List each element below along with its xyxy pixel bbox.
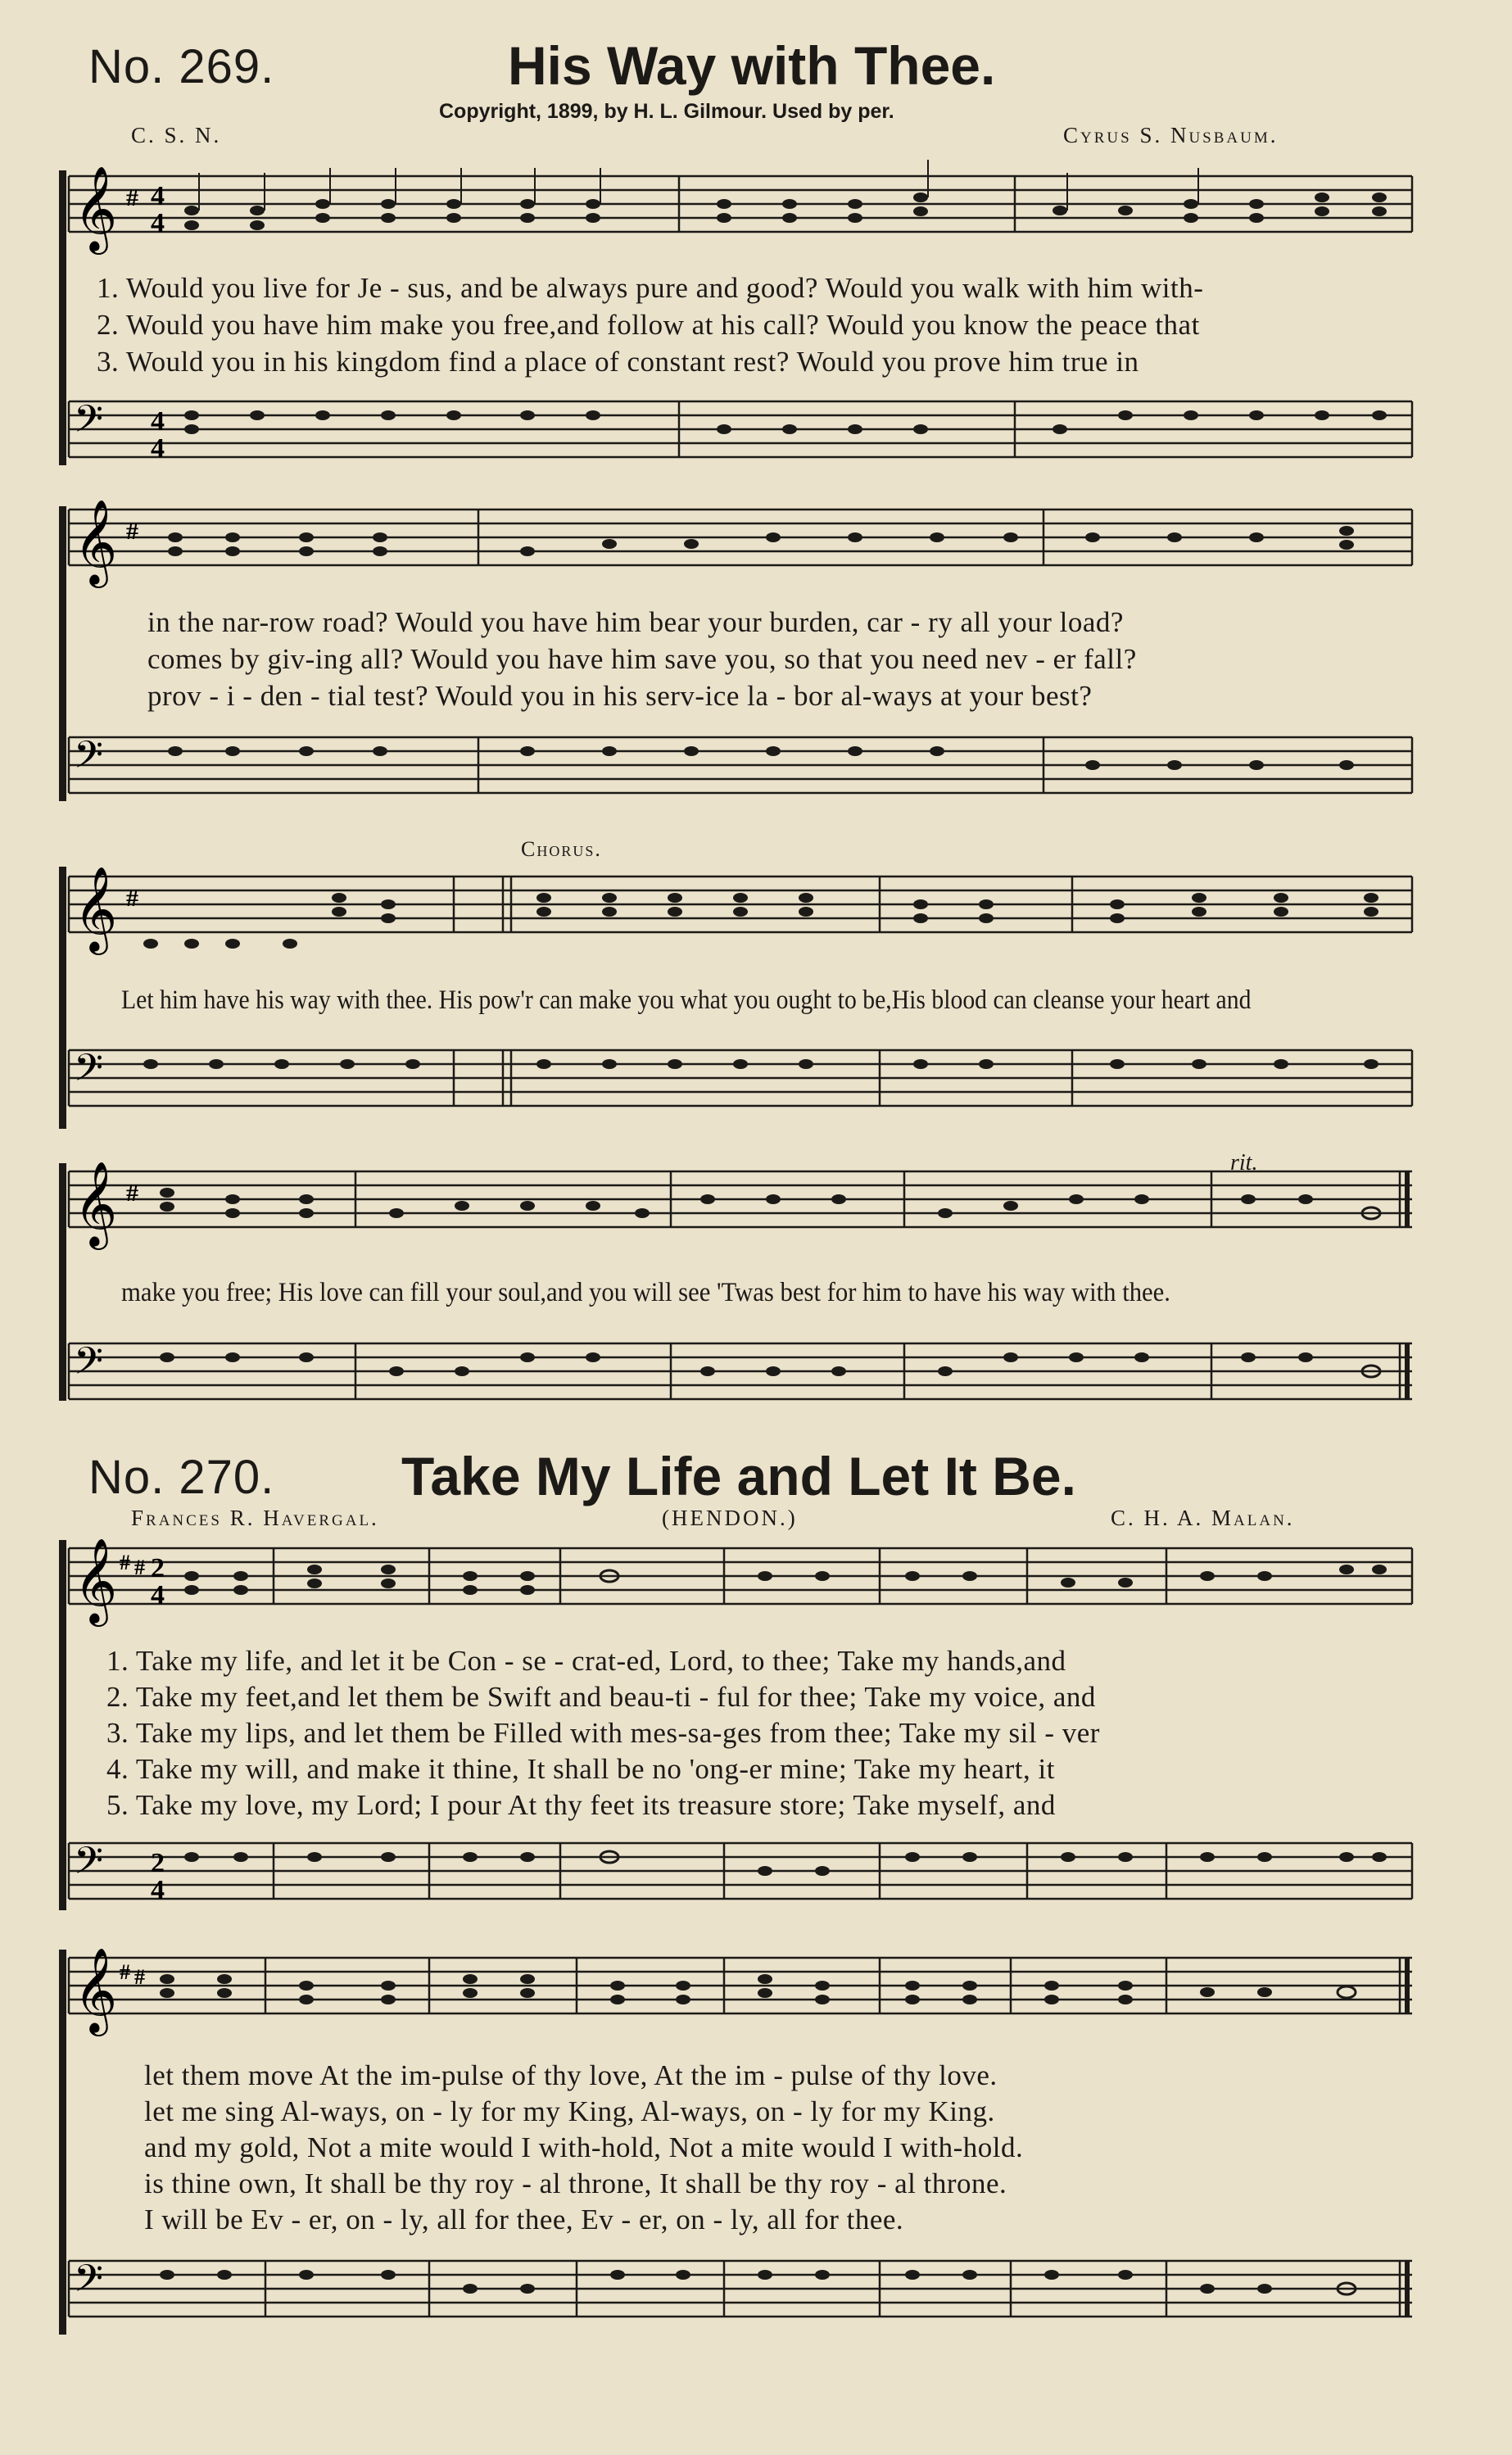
chorus-lyric-2: make you free; His love can fill your soul,and you will see 'Twas best for him to have his way with thee. (121, 1278, 1170, 1307)
svg-text:4: 4 (151, 1580, 165, 1610)
treble-staff (69, 1947, 1412, 2040)
hymn-270-s1-verse3: 3. Take my lips, and let them be Filled with mes-sa-ges from thee; Take my sil - ver (106, 1717, 1100, 1749)
bass-staff (69, 1042, 1412, 1132)
treble-clef-icon: 𝄞 (74, 1161, 118, 1247)
svg-text:4: 4 (151, 1875, 165, 1905)
treble-clef-icon: 𝄞 (74, 499, 118, 585)
bass-clef-icon: 𝄢 (74, 1839, 104, 1892)
treble-clef-icon: 𝄞 (74, 1538, 118, 1624)
bass-staff (69, 729, 1412, 819)
hymn-270-author: Frances R. Havergal. (131, 1506, 379, 1530)
treble-staff (69, 868, 1412, 958)
bass-clef-icon: 𝄢 (74, 2257, 104, 2310)
treble-staff (69, 1163, 1412, 1253)
hymn-269-s1-verse1: 1. Would you live for Je - sus, and be always pure and good? Would you walk with him with- (97, 272, 1204, 304)
system-brace (59, 506, 66, 801)
svg-text:4: 4 (151, 406, 165, 437)
hymn-270-s1-verse5: 5. Take my love, my Lord; I pour At thy feet its treasure store; Take myself, and (106, 1789, 1056, 1821)
bass-clef-icon: 𝄢 (74, 397, 104, 451)
svg-text:2: 2 (151, 1553, 165, 1583)
system-brace (59, 170, 66, 465)
hymn-270-s2-verse1: let them move At the im-pulse of thy love, At the im - pulse of thy love. (144, 2059, 998, 2091)
svg-text:#: # (126, 518, 138, 545)
treble-clef-icon: 𝄞 (74, 165, 118, 251)
hymn-270-s2-verse4: is thine own, It shall be thy roy - al throne, It shall be thy roy - al throne. (144, 2167, 1007, 2199)
hymn-270-title: Take My Life and Let It Be. (401, 1446, 1076, 1506)
hymn-269-title: His Way with Thee. (508, 35, 996, 96)
bass-staff (69, 393, 1412, 483)
hymn-269-number: No. 269. (88, 40, 275, 93)
bass-clef-icon: 𝄢 (74, 733, 104, 786)
system-brace (59, 1540, 66, 1910)
hymn-270-composer: C. H. A. Malan. (1111, 1506, 1295, 1530)
hymn-269-s1-verse2: 2. Would you have him make you free,and follow at his call? Would you know the peace that (97, 309, 1200, 341)
hymn-269-s1-verse3: 3. Would you in his kingdom find a place of constant rest? Would you prove him true in (97, 346, 1139, 378)
hymn-269-s2-verse2: comes by giv-ing all? Would you have him save you, so that you need nev - er fall? (147, 643, 1137, 675)
hymn-269-composer: Cyrus S. Nusbaum. (1063, 123, 1279, 147)
bass-clef-icon: 𝄢 (74, 1046, 104, 1099)
bass-staff (69, 2253, 1412, 2351)
hymn-270-s1-verse2: 2. Take my feet,and let them be Swift and beau-ti - ful for thee; Take my voice, and (106, 1681, 1096, 1713)
hymn-270-tune: (HENDON.) (662, 1506, 798, 1530)
hymn-270-s1-verse1: 1. Take my life, and let it be Con - se - crat-ed, Lord, to thee; Take my hands,and (106, 1645, 1066, 1677)
system-brace (59, 1163, 66, 1401)
treble-staff (69, 1540, 1412, 1630)
bass-staff (69, 1835, 1412, 1925)
treble-staff (69, 501, 1412, 591)
bass-clef-icon: 𝄢 (74, 1339, 104, 1393)
hymn-270-s1-verse4: 4. Take my will, and make it thine, It shall be no 'ong-er mine; Take my heart, it (106, 1753, 1055, 1785)
treble-clef-icon: 𝄞 (74, 866, 118, 952)
svg-text:#: # (126, 1180, 138, 1207)
svg-text:#: # (120, 1960, 130, 1984)
hymn-270-number: No. 270. (88, 1451, 275, 1504)
hymn-269-s2-verse1: in the nar-row road? Would you have him bear your burden, car - ry all your load? (147, 606, 1124, 638)
chorus-label: Chorus. (521, 837, 602, 861)
treble-staff (69, 165, 1412, 258)
svg-text:4: 4 (151, 181, 165, 211)
svg-text:#: # (134, 1556, 145, 1579)
svg-text:4: 4 (151, 208, 165, 238)
hymn-269-copyright: Copyright, 1899, by H. L. Gilmour. Used by per. (439, 100, 894, 123)
chorus-lyric-1: Let him have his way with thee. His pow'r can make you what you ought to be,His blood can cleanse your heart and (121, 985, 1252, 1015)
hymn-270-s2-verse3: and my gold, Not a mite would I with-hold, Not a mite would I with-hold. (144, 2131, 1024, 2163)
svg-text:#: # (126, 184, 138, 211)
svg-text:#: # (126, 885, 138, 912)
system-brace (59, 1950, 66, 2335)
system-brace (59, 867, 66, 1129)
hymn-269-s2-verse3: prov - i - den - tial test? Would you in his serv-ice la - bor al-ways at your best? (147, 680, 1093, 712)
svg-text:2: 2 (151, 1848, 165, 1878)
svg-text:#: # (120, 1551, 130, 1574)
hymn-270-s2-verse2: let me sing Al-ways, on - ly for my King, Al-ways, on - ly for my King. (144, 2095, 995, 2127)
svg-text:4: 4 (151, 433, 165, 464)
rit-mark: rit. (1230, 1150, 1258, 1175)
hymn-270-s2-verse5: I will be Ev - er, on - ly, all for thee, Ev - er, on - ly, all for thee. (144, 2204, 904, 2235)
svg-text:#: # (134, 1965, 145, 1989)
hymn-269-author: C. S. N. (131, 123, 222, 147)
treble-clef-icon: 𝄞 (74, 1947, 118, 2033)
bass-staff (69, 1335, 1412, 1425)
